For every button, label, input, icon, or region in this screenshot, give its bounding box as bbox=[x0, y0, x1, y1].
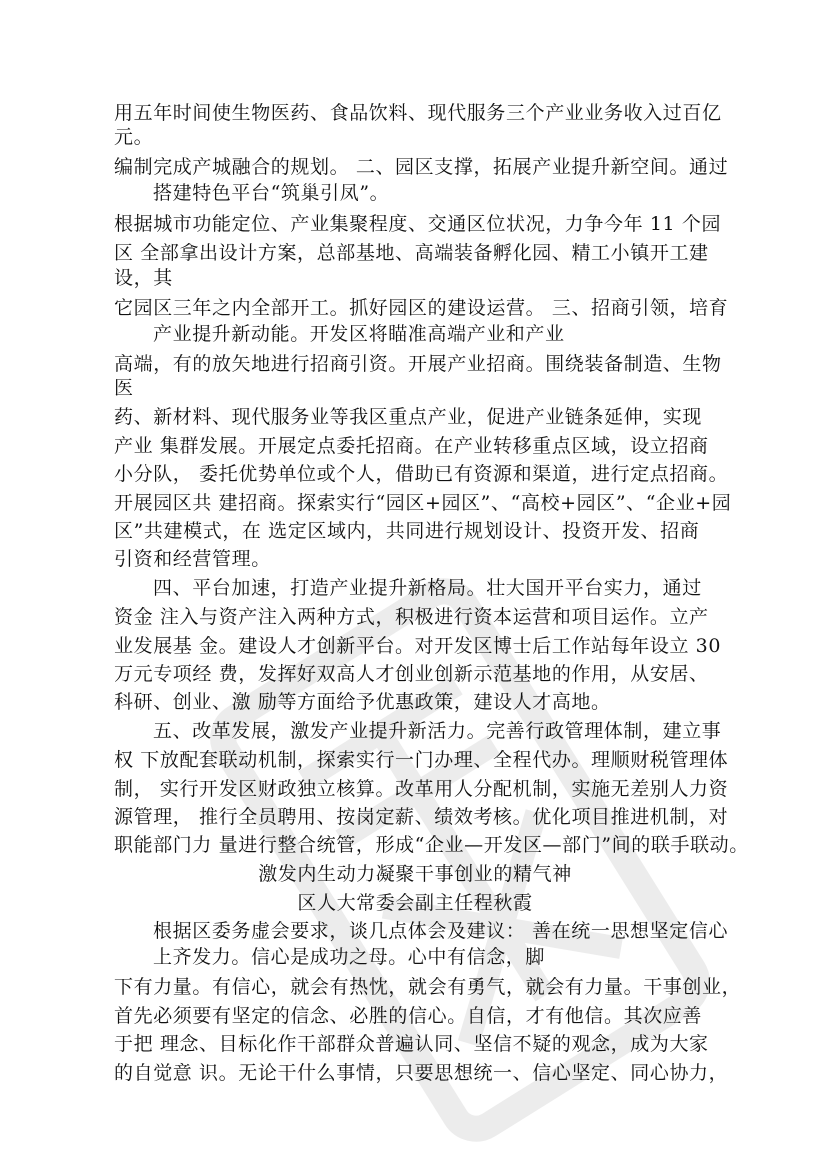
text-line: 小分队， 委托优势单位或个人，借助已有资源和渠道，进行定点招商。 bbox=[114, 463, 729, 485]
section-title: 激发内生动力凝聚干事创业的精气神 bbox=[258, 863, 572, 885]
text-line: 高端，有的放矢地进行招商引资。开展产业招商。围绕装备制造、生物 bbox=[114, 353, 722, 375]
text-line: 引资和经营管理。 bbox=[114, 548, 271, 570]
text-line: 科研、创业、激 励等方面给予优惠政策，建设人才高地。 bbox=[114, 691, 611, 713]
text-line: 下有力量。有信心，就会有热忱，就会有勇气，就会有力量。干事创业， bbox=[114, 976, 742, 998]
text-line: 的自觉意 识。无论干什么事情，只要思想统一、信心坚定、同心协力， bbox=[114, 1062, 729, 1084]
text-line: 设，其 bbox=[114, 267, 173, 289]
text-line: 搭建特色平台“筑巢引凤”。 bbox=[153, 182, 390, 204]
text-line: 业发展基 金。建设人才创新平台。对开发区博士后工作站每年设立 30 bbox=[114, 635, 722, 657]
text-line: 根据区委务虚会要求，谈几点体会及建议： 善在统一思想坚定信心 bbox=[153, 920, 729, 942]
text-line: 源管理， 推行全员聘用、按岗定薪、绩效考核。优化项目推进机制，对 bbox=[114, 806, 729, 828]
text-line: 首先必须要有坚定的信念、必胜的信心。自信，才有他信。其次应善 bbox=[114, 1005, 703, 1027]
text-line: 五、改革发展，激发产业提升新活力。完善行政管理体制，建立事 bbox=[153, 720, 722, 742]
text-line: 职能部门力 量进行整合统管，形成“企业—开发区—部门”间的联手联动。 bbox=[114, 834, 749, 856]
text-line: 四、平台加速，打造产业提升新格局。壮大国开平台实力，通过 bbox=[153, 577, 702, 599]
text-line: 区 全部拿出设计方案，总部基地、高端装备孵化园、精工小镇开工建 bbox=[114, 242, 709, 264]
text-line: 医 bbox=[114, 377, 134, 399]
author-line: 区人大常委会副主任程秋霞 bbox=[297, 892, 533, 914]
text-line: 开展园区共 建招商。探索实行“园区+园区”、“高校+园区”、“企业+园 bbox=[114, 492, 732, 514]
text-line: 上齐发力。信心是成功之母。心中有信念，脚 bbox=[153, 946, 546, 968]
text-line: 万元专项经 费，发挥好双高人才创业创新示范基地的作用，从安居、 bbox=[114, 663, 709, 685]
text-line: 资金 注入与资产注入两种方式，积极进行资本运营和项目运作。立产 bbox=[114, 606, 709, 628]
text-line: 产业提升新动能。开发区将瞄准高端产业和产业 bbox=[153, 323, 565, 345]
text-line: 于把 理念、目标化作干部群众普遍认同、坚信不疑的观念，成为大家 bbox=[114, 1033, 709, 1055]
text-line: 它园区三年之内全部开工。抓好园区的建设运营。 三、招商引领，培育 bbox=[114, 297, 729, 319]
text-line: 区”共建模式，在 选定区域内，共同进行规划设计、投资开发、招商 bbox=[114, 520, 700, 542]
text-line: 药、新材料、现代服务业等我区重点产业，促进产业链条延伸，实现 bbox=[114, 406, 703, 428]
text-line: 制， 实行开发区财政独立核算。改革用人分配机制，实施无差别人力资 bbox=[114, 778, 729, 800]
text-line: 产业 集群发展。开展定点委托招商。在产业转移重点区域，设立招商 bbox=[114, 435, 709, 457]
text-line: 权 下放配套联动机制，探索实行一门办理、全程代办。理顺财税管理体 bbox=[114, 749, 729, 771]
text-line: 根据城市功能定位、产业集聚程度、交通区位状况，力争今年 11 个园 bbox=[114, 213, 722, 235]
text-line: 用五年时间使生物医药、食品饮料、现代服务三个产业业务收入过百亿 bbox=[114, 102, 722, 124]
text-line: 元。 bbox=[114, 126, 154, 148]
text-line: 编制完成产城融合的规划。 二、园区支撑，拓展产业提升新空间。通过 bbox=[114, 156, 729, 178]
